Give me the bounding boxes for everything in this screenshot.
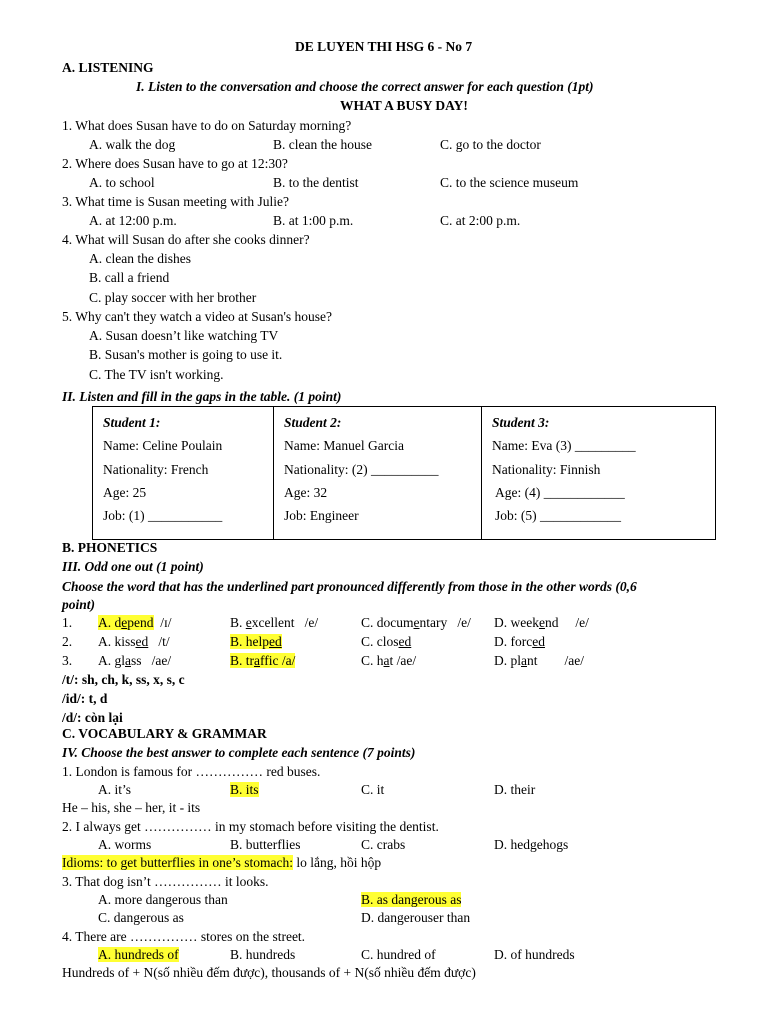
- answer-highlight: B. traffic /a/: [230, 653, 296, 668]
- rule-t: /t/: sh, ch, k, ss, x, s, c: [62, 672, 185, 687]
- student-1-cell: [93, 407, 274, 540]
- listening-question-5: 5. Why can't they watch a video at Susan's house?: [62, 309, 333, 324]
- listening-question-3: 3. What time is Susan meeting with Julie?: [62, 194, 289, 209]
- q1-option-b: B. clean the house: [273, 137, 372, 152]
- q5-option-c: C. The TV isn't working.: [89, 367, 224, 382]
- student-1-age: Age: 25: [103, 484, 147, 500]
- listening-question-2: 2. Where does Susan have to go at 12:30?: [62, 156, 288, 171]
- student-3-age: Age: (4) ____________: [495, 484, 625, 500]
- part2-instruction: II. Listen and fill in the gaps in the table. (1 point): [62, 389, 342, 404]
- q2-option-b: B. to the dentist: [273, 175, 359, 190]
- part3-instruction-line1: Choose the word that has the underlined part pronounced differently from those in the other words (0,6: [62, 579, 637, 594]
- student-3-name: Name: Eva (3) _________: [492, 438, 636, 454]
- phonetics-row-1-number: 1.: [62, 615, 73, 630]
- phonetics-row-1-option-c: C. documentary /e/: [361, 615, 471, 630]
- q3-option-a: A. at 12:00 p.m.: [89, 213, 177, 228]
- phonetics-row-2-option-b: [230, 633, 282, 651]
- part3-title: III. Odd one out (1 point): [62, 559, 204, 574]
- q5-option-b: B. Susan's mother is going to use it.: [89, 347, 283, 362]
- vq4-option-d: D. of hundreds: [494, 947, 575, 962]
- phonetics-row-2-number: 2.: [62, 634, 73, 649]
- document-title: DE LUYEN THI HSG 6 - No 7: [295, 39, 473, 54]
- vocab-question-4: 4. There are …………… stores on the street.: [62, 929, 306, 944]
- vq3-option-b: [361, 891, 461, 909]
- q1-option-c: C. go to the doctor: [440, 137, 541, 152]
- vq3-option-c: C. dangerous as: [98, 910, 184, 925]
- answer-highlight: B. helped: [230, 634, 282, 649]
- answer-highlight: B. its: [230, 782, 259, 797]
- student-1-title: Student 1:: [103, 415, 161, 430]
- q2-option-c: C. to the science museum: [440, 175, 579, 190]
- q4-option-b: B. call a friend: [89, 270, 170, 285]
- answer-highlight: A. depend: [98, 615, 154, 630]
- phonetics-row-2-option-c: C. closed: [361, 634, 412, 649]
- student-2-title: Student 2:: [284, 415, 342, 430]
- section-vocabulary-heading: C. VOCABULARY & GRAMMAR: [62, 726, 267, 741]
- q4-option-c: C. play soccer with her brother: [89, 290, 257, 305]
- vq1-option-d: D. their: [494, 782, 536, 797]
- student-table: [92, 406, 716, 540]
- student-2-name: Name: Manuel Garcia: [284, 438, 404, 454]
- vq2-option-d: D. hedgehogs: [494, 837, 569, 852]
- phonetics-row-3-option-d: D. plant /ae/: [494, 653, 585, 668]
- phonetics-row-2-option-a: A. kissed /t/: [98, 634, 170, 649]
- student-1-name: Name: Celine Poulain: [103, 438, 223, 454]
- student-2-cell: [274, 407, 482, 540]
- vq2-option-a: A. worms: [98, 837, 152, 852]
- student-2-job: Job: Engineer: [284, 508, 359, 524]
- answer-highlight: B. as dangerous as: [361, 892, 462, 907]
- vq1-option-a: A. it’s: [98, 782, 132, 797]
- phonetics-row-1-option-b: B. excellent /e/: [230, 615, 319, 630]
- vq2-idiom-note: Idioms: to get butterflies in one’s stomach: lo lắng, hồi hộp: [62, 855, 382, 870]
- vq4-option-c: C. hundred of: [361, 947, 436, 962]
- phonetics-row-3-option-a: A. glass /ae/: [98, 653, 172, 668]
- vq1-option-b: [230, 781, 259, 799]
- vq2-option-b: B. butterflies: [230, 837, 301, 852]
- vq4-note: Hundreds of + N(số nhiều đếm được), thousands of + N(số nhiều đếm được): [62, 965, 476, 980]
- phonetics-row-1-option-d: D. weekend /e/: [494, 615, 589, 630]
- vocab-question-3: 3. That dog isn’t …………… it looks.: [62, 874, 269, 889]
- part4-title: IV. Choose the best answer to complete each sentence (7 points): [62, 745, 416, 760]
- q5-option-a: A. Susan doesn’t like watching TV: [89, 328, 279, 343]
- q4-option-a: A. clean the dishes: [89, 251, 191, 266]
- phonetics-row-3-option-b: [230, 652, 295, 670]
- student-3-nationality: Nationality: Finnish: [492, 461, 601, 477]
- student-3-title: Student 3:: [492, 415, 550, 430]
- section-phonetics-heading: B. PHONETICS: [62, 540, 158, 555]
- vq3-option-d: D. dangerouser than: [361, 910, 471, 925]
- q3-option-c: C. at 2:00 p.m.: [440, 213, 521, 228]
- student-2-age: Age: 32: [284, 484, 328, 500]
- student-1-nationality: Nationality: French: [103, 461, 209, 477]
- student-1-job: Job: (1) ___________: [103, 508, 223, 524]
- part1-subtitle: WHAT A BUSY DAY!: [340, 98, 468, 113]
- vocab-question-2: 2. I always get …………… in my stomach before visiting the dentist.: [62, 819, 439, 834]
- vq4-option-b: B. hundreds: [230, 947, 296, 962]
- q2-option-a: A. to school: [89, 175, 155, 190]
- answer-highlight: Idioms: to get butterflies in one’s stomach:: [62, 855, 293, 870]
- phonetics-row-3-option-c: C. hat /ae/: [361, 653, 417, 668]
- vq1-note: He – his, she – her, it - its: [62, 800, 201, 815]
- vocab-question-1: 1. London is famous for …………… red buses.: [62, 764, 321, 779]
- vq2-option-c: C. crabs: [361, 837, 406, 852]
- rule-id: /id/: t, d: [62, 691, 108, 706]
- section-listening-heading: A. LISTENING: [62, 60, 154, 75]
- listening-question-1: 1. What does Susan have to do on Saturday morning?: [62, 118, 352, 133]
- vq1-option-c: C. it: [361, 782, 385, 797]
- phonetics-row-3-number: 3.: [62, 653, 73, 668]
- student-3-job: Job: (5) ____________: [495, 508, 621, 524]
- answer-highlight: A. hundreds of: [98, 947, 179, 962]
- vq3-option-a: A. more dangerous than: [98, 892, 228, 907]
- vq4-option-a: [98, 946, 179, 964]
- rule-d: /d/: còn lại: [62, 710, 123, 725]
- phonetics-row-2-option-d: D. forced: [494, 634, 545, 649]
- student-3-cell: [482, 407, 716, 540]
- listening-question-4: 4. What will Susan do after she cooks dinner?: [62, 232, 310, 247]
- phonetics-row-1-option-a: A. depend /ɪ/: [98, 615, 172, 630]
- q1-option-a: A. walk the dog: [89, 137, 176, 152]
- q3-option-b: B. at 1:00 p.m.: [273, 213, 354, 228]
- part3-instruction-line2: point): [62, 597, 96, 612]
- student-2-nationality: Nationality: (2) __________: [284, 461, 439, 477]
- part1-instruction: I. Listen to the conversation and choose the correct answer for each question (1pt): [136, 79, 594, 94]
